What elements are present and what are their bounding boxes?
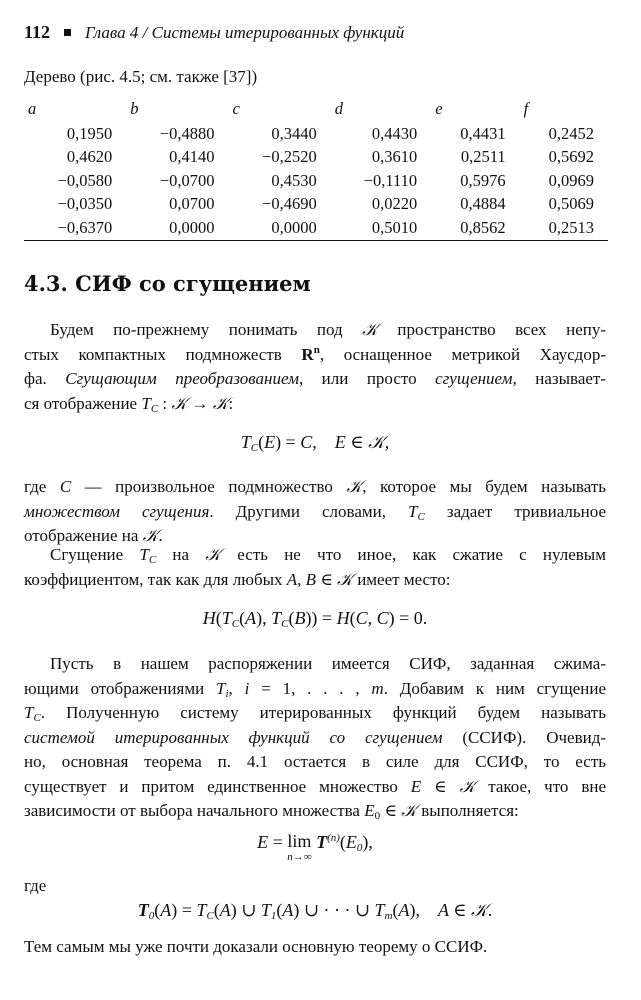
where-word [24, 874, 606, 899]
text-line: Сгущение $T_C$ на 𝒦 есть не что иное, как сжатие с нулевым [50, 545, 606, 566]
table-cell: 0,0969 [548, 170, 594, 190]
table-row [24, 122, 608, 146]
text-line: но, основная теорема п. 4.1 остается в силе для ССИФ, то есть [24, 752, 606, 771]
text-line: $T_C$. Полученную систему итерированных функций будем называть [24, 703, 606, 724]
text-line: коэффициентом, так как для любых A, B ∈ 𝒦 имеет место: [24, 569, 451, 590]
table-cell: 0,3440 [271, 123, 317, 143]
table-cell: −0,0700 [159, 170, 215, 190]
paragraph-4 [24, 652, 606, 824]
column-header-a: a [28, 99, 37, 118]
text-line: Будем по-прежнему понимать под 𝒦 пространство всех непу- [50, 320, 607, 340]
text-line: ся отображение $T_C$ : 𝒦 → 𝒦: [24, 393, 234, 415]
table-cell: −0,6370 [24, 216, 126, 240]
table-cell: 0,2511 [460, 147, 506, 167]
text-line: отображение на 𝒦. [24, 526, 163, 546]
paragraph-5 [24, 935, 606, 960]
table-row [24, 169, 608, 193]
table-cell: −0,0350 [57, 194, 113, 214]
formula-2: $H(T_C(A)$, $T_C(B)) = H(C$, C) = 0. [202, 608, 428, 630]
table-cell: 0,5976 [460, 170, 506, 190]
table-cell: 0,4884 [460, 194, 506, 214]
text-line: фа. Сгущающим преобразованием, или просто сгущением, называет- [24, 369, 607, 388]
text-line: стых компактных подмножеств $R^n$, оснащенное метрикой Хаусдор- [24, 343, 606, 364]
table-cell: 0,4530 [271, 170, 317, 190]
text-line: системой итерированных функций со сгущением (ССИФ). Очевид- [24, 727, 606, 747]
table-cell: −0,0580 [57, 170, 113, 190]
table-cell: 0,5692 [548, 147, 594, 167]
formula-3: E = lim n→∞ $T^{(n)}(E_0)$, [257, 831, 373, 863]
table-cell: 0,1950 [66, 123, 113, 143]
chapter-title: Глава 4 / Системы итерированных функций [85, 23, 405, 42]
table-cell: 0,8562 [431, 216, 519, 240]
section-heading: 4.3. СИФ со сгущением [24, 271, 311, 296]
bullet-separator [64, 29, 71, 36]
column-header-d: d [334, 99, 343, 118]
table-cell: 0,0220 [371, 194, 418, 214]
paragraph-2 [24, 475, 606, 549]
table-cell: 0,2513 [520, 216, 608, 240]
table-cell: 0,0000 [126, 216, 228, 240]
table-body [24, 122, 608, 240]
column-header-c: c [232, 99, 240, 118]
table-cell: −0,4880 [159, 123, 215, 143]
table-cell: 0,3610 [371, 147, 418, 167]
limit-operator: lim n→∞ [287, 831, 312, 863]
column-header-b: b [130, 99, 139, 118]
table-cell: 0,2452 [548, 123, 594, 143]
table-header-row [24, 96, 608, 122]
text-line: где C — произвольное подмножество 𝒦, которое мы будем называть [24, 477, 606, 497]
text-line: ющими отображениями $T_i$, i = 1, . . . , m. Добавим к ним сгущение [24, 678, 607, 700]
table-cell: 0,4430 [371, 123, 418, 143]
column-header-e: e [435, 99, 443, 118]
table-cell: 0,4431 [460, 123, 506, 143]
table-cell: 0,4620 [66, 147, 113, 167]
page-number: 112 [24, 22, 51, 42]
text-line: Тем самым мы уже почти доказали основную теорему о ССИФ. [24, 937, 488, 956]
running-head [24, 20, 617, 45]
text-line: множеством сгущения. Другими словами, $T_C$ задает тривиальное [24, 501, 607, 523]
table-cell: 0,4140 [169, 147, 215, 167]
formula-4: $T_0(A) = T_C(A)$ ∪ $T_1(A)$ ∪ · · · ∪ $T_m(A)$, A ∈ 𝒦. [137, 900, 493, 922]
table-cell: −0,2520 [262, 147, 317, 167]
table-row [24, 193, 608, 217]
paragraph-3 [24, 543, 606, 592]
table-cell: 0,5010 [331, 216, 431, 240]
text-line: где [24, 876, 47, 895]
table-cell: 0,0000 [229, 216, 331, 240]
column-header-f: f [523, 99, 529, 118]
table-row [24, 216, 608, 240]
text-line: Пусть в нашем распоряжении имеется СИФ, заданная сжима- [50, 654, 606, 673]
paragraph-1 [24, 318, 606, 416]
table-caption: Дерево (рис. 4.5; см. также [37]) [24, 67, 258, 86]
table-cell: −0,4690 [262, 194, 317, 214]
text-line: зависимости от выбора начального множества $E_0$ ∈ 𝒦 выполняется: [24, 801, 519, 822]
table-cell: 0,0700 [169, 194, 215, 214]
table-row [24, 146, 608, 170]
coefficient-table [24, 96, 608, 241]
formula-1: $T_C(E) = C$, E ∈ 𝒦, [240, 432, 390, 454]
table-cell: −0,1110 [363, 170, 418, 190]
text-line: существует и притом единственное множество E ∈ 𝒦 такое, что вне [24, 776, 606, 797]
table-cell: 0,5069 [548, 194, 594, 214]
